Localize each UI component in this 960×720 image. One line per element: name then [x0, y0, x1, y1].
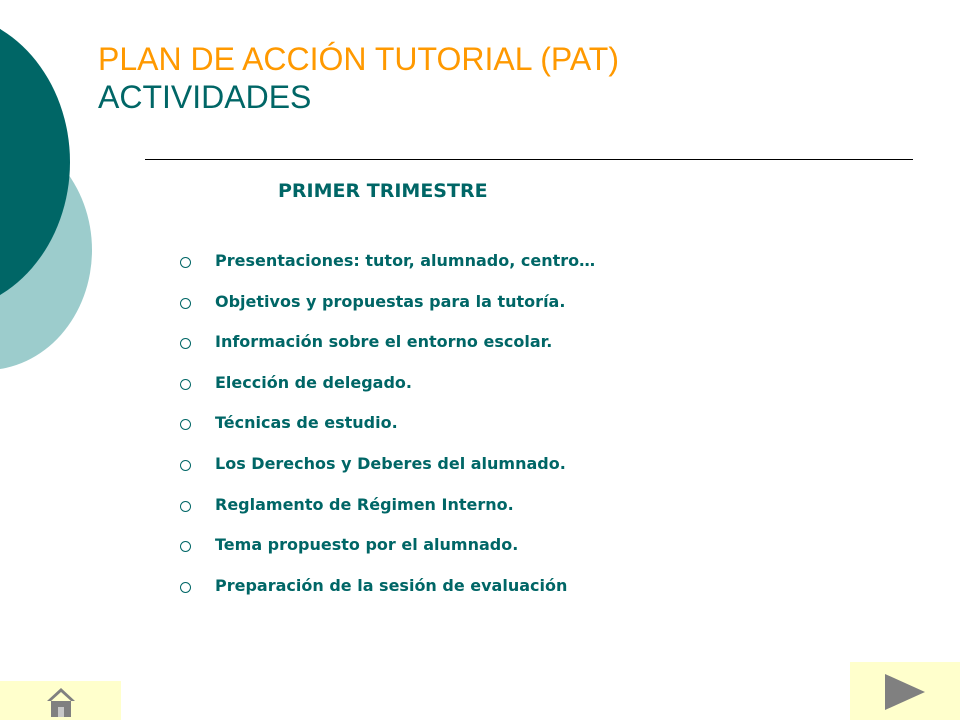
- home-button[interactable]: [0, 681, 121, 720]
- activity-label: Los Derechos y Deberes del alumnado.: [215, 453, 566, 473]
- activity-list: [180, 250, 595, 615]
- play-arrow-icon: [883, 672, 927, 712]
- next-button[interactable]: [850, 662, 960, 720]
- section-subtitle: PRIMER TRIMESTRE: [278, 180, 488, 202]
- activity-label: Presentaciones: tutor, alumnado, centro…: [215, 251, 596, 270]
- title-line-1: PLAN DE ACCIÓN TUTORIAL (PAT): [98, 41, 619, 77]
- circle-bullet-icon: [180, 419, 191, 430]
- list-item: [180, 453, 595, 494]
- activity-label: Preparación de la sesión de evaluación: [215, 575, 568, 595]
- list-item: [180, 494, 595, 535]
- circle-bullet-icon: [180, 338, 191, 349]
- activity-label: Objetivos y propuestas para la tutoría.: [215, 291, 566, 311]
- circle-bullet-icon: [180, 582, 191, 593]
- circle-bullet-icon: [180, 298, 191, 309]
- circle-bullet-icon: [180, 501, 191, 512]
- list-item: [180, 412, 595, 453]
- list-item: [180, 331, 595, 372]
- activity-label: Técnicas de estudio.: [215, 413, 398, 433]
- circle-bullet-icon: [180, 460, 191, 471]
- slide-title: [98, 40, 619, 116]
- list-item: [180, 534, 595, 575]
- list-item: [180, 250, 595, 291]
- list-item: [180, 575, 595, 616]
- circle-bullet-icon: [180, 379, 191, 390]
- circle-bullet-icon: [180, 257, 191, 268]
- activity-label: Reglamento de Régimen Interno.: [215, 494, 514, 514]
- list-item: [180, 291, 595, 332]
- circle-bullet-icon: [180, 541, 191, 552]
- divider-line: [145, 159, 913, 160]
- title-line-2: ACTIVIDADES: [98, 79, 312, 115]
- activity-label: Tema propuesto por el alumnado.: [215, 535, 519, 555]
- home-icon: [46, 686, 76, 718]
- list-item: [180, 372, 595, 413]
- activity-label: Información sobre el entorno escolar.: [215, 332, 553, 352]
- activity-label: Elección de delegado.: [215, 372, 412, 392]
